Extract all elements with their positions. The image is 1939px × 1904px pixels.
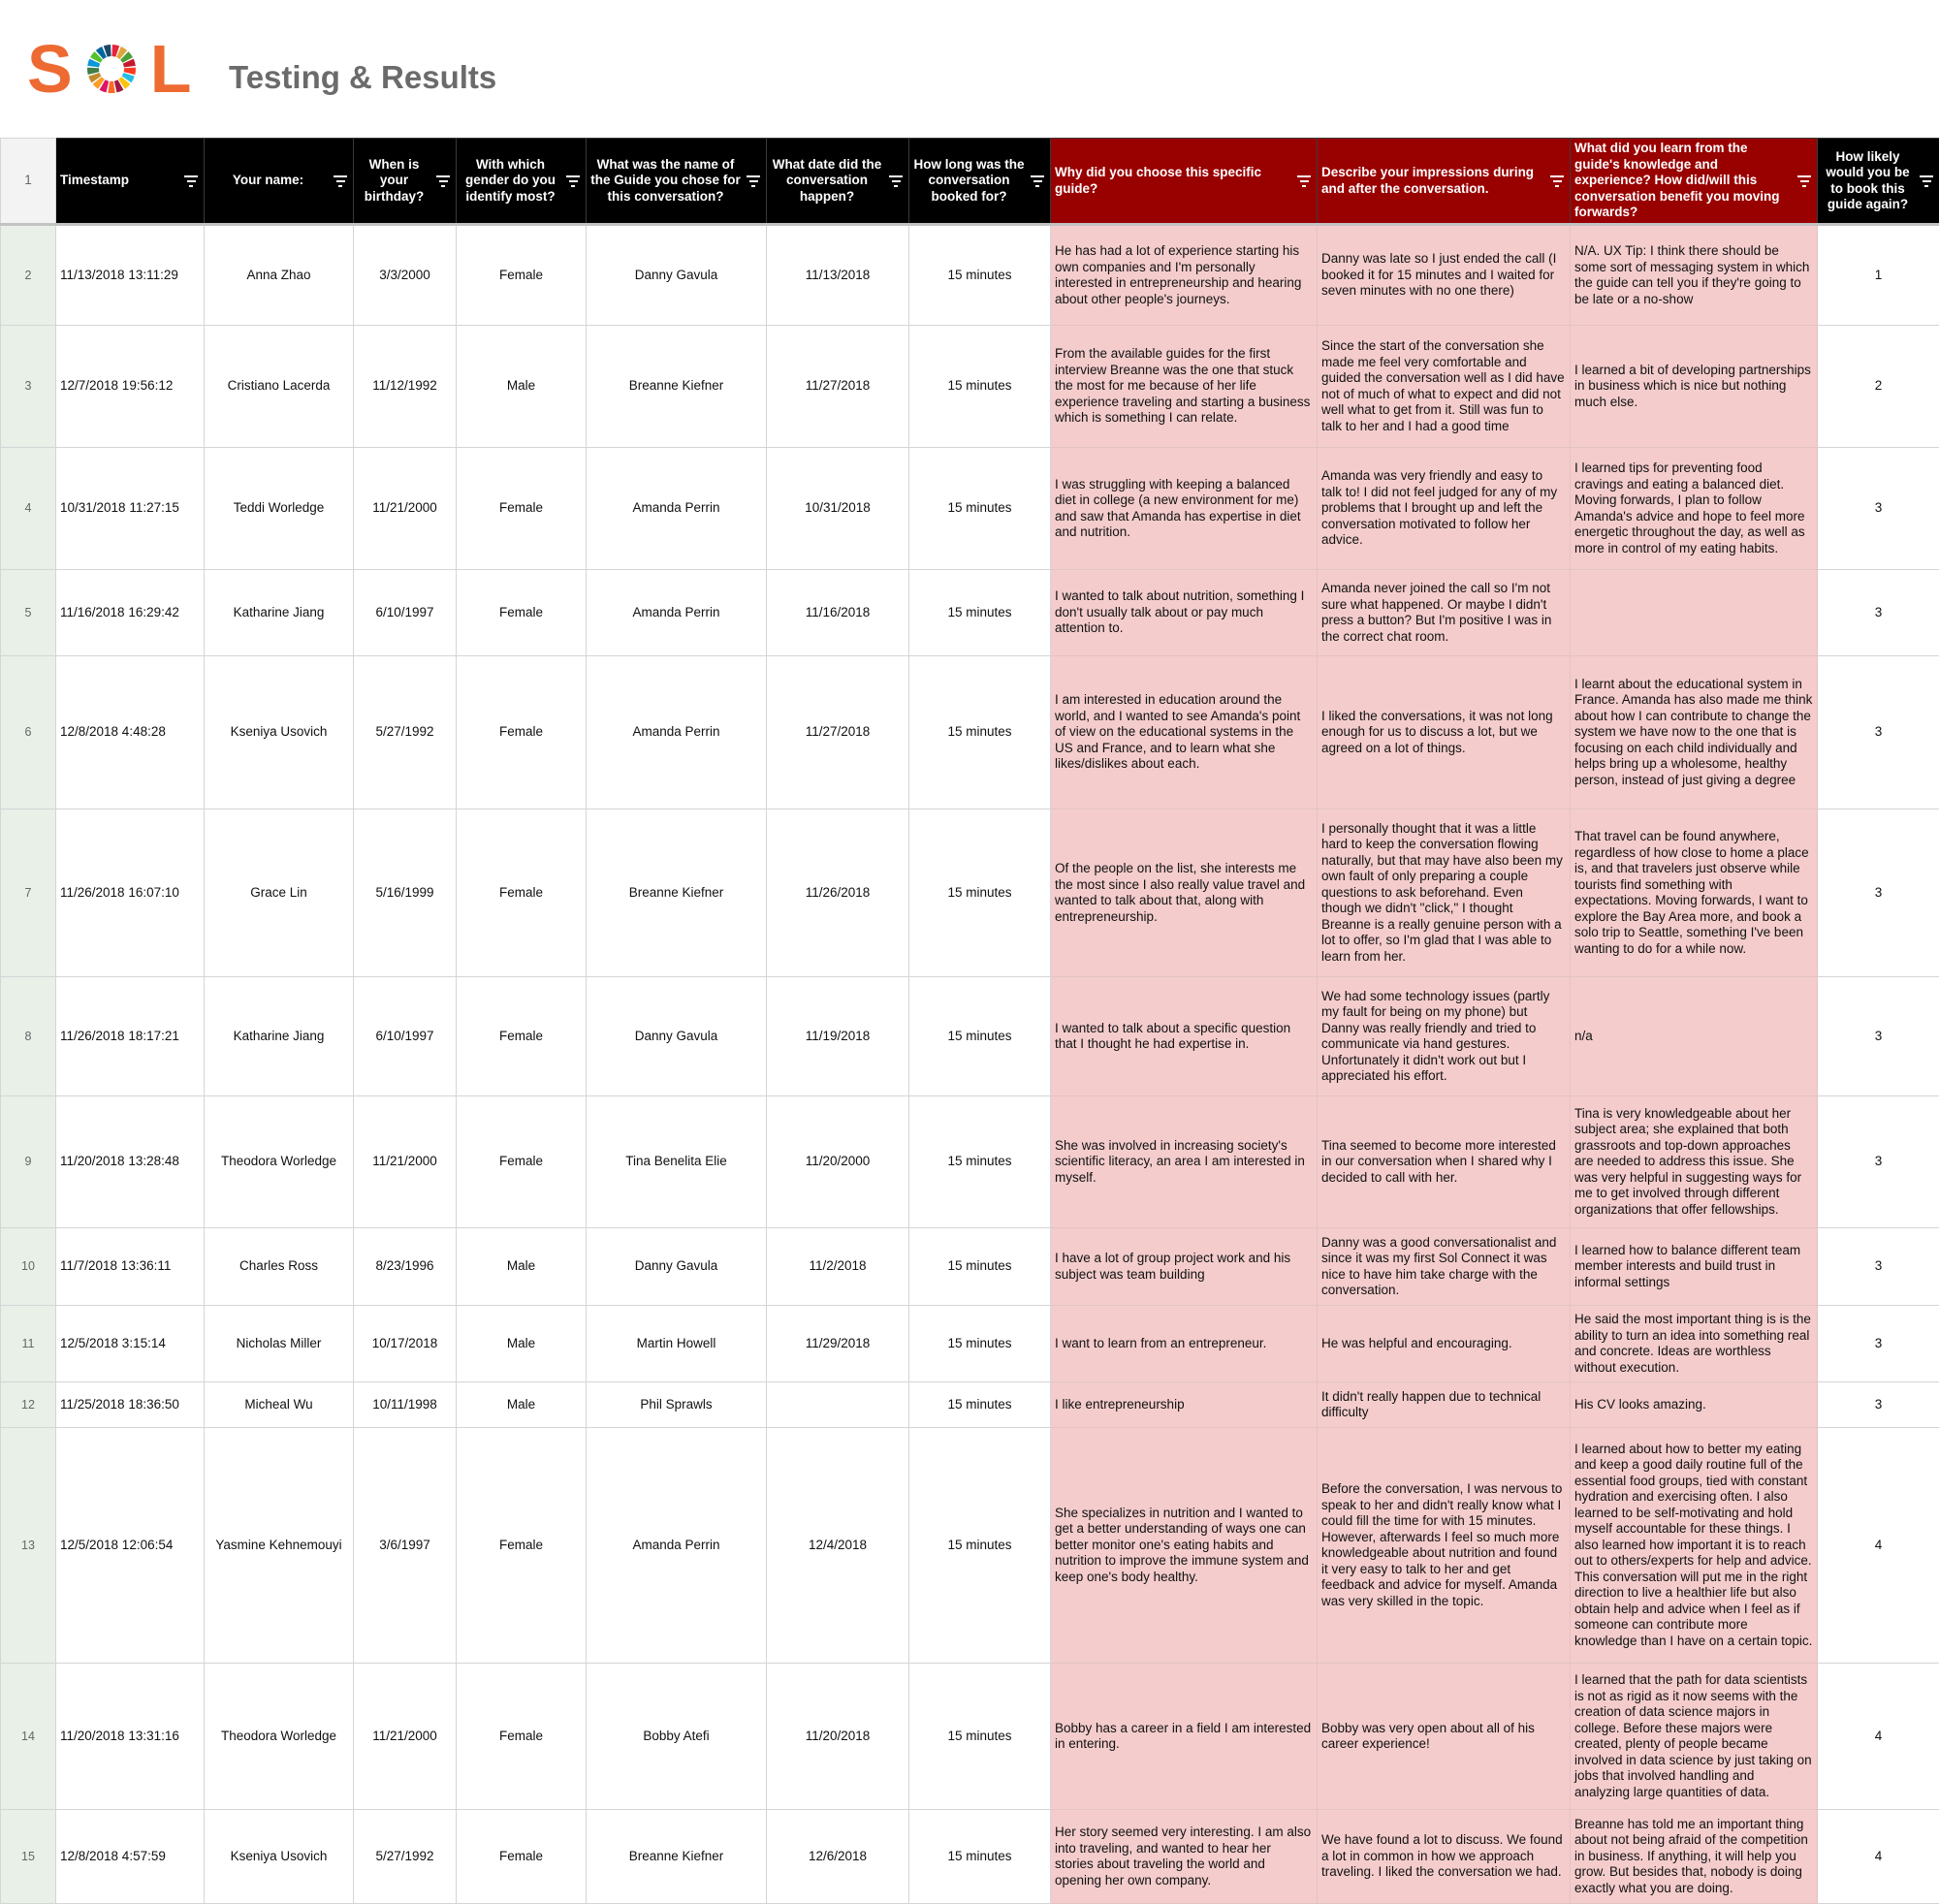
row-number[interactable]: 10 <box>1 1228 56 1306</box>
cell-birthday[interactable]: 5/27/1992 <box>354 1810 457 1904</box>
cell-birthday[interactable]: 5/27/1992 <box>354 656 457 809</box>
cell-learned[interactable]: His CV looks amazing. <box>1571 1382 1818 1428</box>
cell-impressions[interactable]: Danny was a good conversationalist and since it was my first Sol Connect it was nice to have him take charge with the conversation. <box>1318 1228 1571 1306</box>
table-row <box>1 326 1939 448</box>
cell-timestamp[interactable]: 10/31/2018 11:27:15 <box>56 448 205 570</box>
table-row <box>1 809 1939 977</box>
cell-likely[interactable]: 2 <box>1818 326 1939 448</box>
cell-timestamp[interactable]: 11/26/2018 18:17:21 <box>56 977 205 1096</box>
cell-likely[interactable]: 3 <box>1818 1382 1939 1428</box>
cell-timestamp[interactable]: 11/7/2018 13:36:11 <box>56 1228 205 1306</box>
cell-gender[interactable]: Female <box>457 1810 587 1904</box>
cell-date[interactable]: 11/27/2018 <box>767 326 909 448</box>
wheel-segment <box>108 81 114 93</box>
cell-learned[interactable]: I learned that the path for data scientists is not as rigid as it now seems with the creation of data science majors in college. Before these majors were created, plenty of people became involved in data science by just taking on jobs that involved handling and analyzing large quantities of data. <box>1571 1664 1818 1810</box>
cell-guide[interactable]: Amanda Perrin <box>587 656 767 809</box>
cell-length[interactable]: 15 minutes <box>909 809 1051 977</box>
cell-why[interactable]: I am interested in education around the world, and I wanted to see Amanda's point of view on the educational systems in the US and France, and to learn what she likes/dislikes about each. <box>1051 656 1318 809</box>
filter-icon[interactable] <box>1920 175 1933 187</box>
cell-length[interactable]: 15 minutes <box>909 1810 1051 1904</box>
cell-gender[interactable]: Female <box>457 570 587 656</box>
cell-length[interactable]: 15 minutes <box>909 326 1051 448</box>
table-row <box>1 1228 1939 1306</box>
cell-likely[interactable]: 3 <box>1818 1228 1939 1306</box>
cell-name[interactable]: Kseniya Usovich <box>205 1810 354 1904</box>
cell-likely[interactable]: 3 <box>1818 977 1939 1096</box>
cell-likely[interactable]: 4 <box>1818 1810 1939 1904</box>
cell-impressions[interactable]: Before the conversation, I was nervous to speak to her and didn't really know what I could fill the time for with 15 minutes. However, afterwards I feel so much more knowledgeable about nutrition and found it very easy to talk to her and get feedback and advice for myself. Amanda was very skilled in the topic. <box>1318 1428 1571 1664</box>
row-number[interactable]: 6 <box>1 656 56 809</box>
cell-learned[interactable] <box>1571 570 1818 656</box>
logo-letter-l: L <box>150 39 192 99</box>
cell-learned[interactable]: I learned a bit of developing partnerships in business which is nice but nothing much else. <box>1571 326 1818 448</box>
cell-why[interactable]: She was involved in increasing society's scientific literacy, an area I am interested in myself. <box>1051 1096 1318 1228</box>
filter-icon[interactable] <box>747 175 760 187</box>
cell-likely[interactable]: 3 <box>1818 809 1939 977</box>
table-row <box>1 1428 1939 1664</box>
cell-likely[interactable]: 4 <box>1818 1664 1939 1810</box>
cell-impressions[interactable]: We have found a lot to discuss. We found a lot in common in how we approach traveling. I liked the conversation we had. <box>1318 1810 1571 1904</box>
column-header-name[interactable]: Your name: <box>205 139 354 225</box>
cell-gender[interactable]: Female <box>457 448 587 570</box>
table-row <box>1 1810 1939 1904</box>
cell-why[interactable]: I have a lot of group project work and his subject was team building <box>1051 1228 1318 1306</box>
cell-guide[interactable]: Danny Gavula <box>587 977 767 1096</box>
sdg-wheel-icon <box>86 44 137 94</box>
cell-length[interactable]: 15 minutes <box>909 1664 1051 1810</box>
cell-name[interactable]: Theodora Worledge <box>205 1664 354 1810</box>
table-row <box>1 1306 1939 1382</box>
cell-birthday[interactable]: 11/21/2000 <box>354 1096 457 1228</box>
filter-icon[interactable] <box>1297 175 1311 187</box>
cell-date[interactable]: 11/27/2018 <box>767 656 909 809</box>
cell-likely[interactable]: 3 <box>1818 448 1939 570</box>
filter-icon[interactable] <box>889 175 903 187</box>
cell-date[interactable]: 11/29/2018 <box>767 1306 909 1382</box>
cell-birthday[interactable]: 5/16/1999 <box>354 809 457 977</box>
column-header-date[interactable]: What date did the conversation happen? <box>767 139 909 225</box>
cell-likely[interactable]: 1 <box>1818 225 1939 326</box>
cell-birthday[interactable]: 3/3/2000 <box>354 225 457 326</box>
logo-letter-s: S <box>27 39 73 99</box>
cell-name[interactable]: Grace Lin <box>205 809 354 977</box>
cell-learned[interactable]: Tina is very knowledgeable about her subject area; she explained that both grassroots and top-down approaches are needed to address this issue. She was very helpful in suggesting ways for me to get involved through different organizations that offer fellowships. <box>1571 1096 1818 1228</box>
cell-date[interactable]: 11/2/2018 <box>767 1228 909 1306</box>
cell-length[interactable]: 15 minutes <box>909 1228 1051 1306</box>
row-number[interactable]: 13 <box>1 1428 56 1664</box>
cell-name[interactable]: Yasmine Kehnemouyi <box>205 1428 354 1664</box>
cell-birthday[interactable]: 3/6/1997 <box>354 1428 457 1664</box>
cell-guide[interactable]: Tina Benelita Elie <box>587 1096 767 1228</box>
row-number[interactable]: 2 <box>1 225 56 326</box>
filter-icon[interactable] <box>334 175 347 187</box>
row-number[interactable]: 8 <box>1 977 56 1096</box>
cell-birthday[interactable]: 10/17/2018 <box>354 1306 457 1382</box>
cell-why[interactable]: I want to learn from an entrepreneur. <box>1051 1306 1318 1382</box>
table-row <box>1 570 1939 656</box>
cell-timestamp[interactable]: 12/5/2018 12:06:54 <box>56 1428 205 1664</box>
page-header <box>0 0 1939 138</box>
cell-guide[interactable]: Danny Gavula <box>587 225 767 326</box>
cell-name[interactable]: Teddi Worledge <box>205 448 354 570</box>
cell-learned[interactable]: I learned about how to better my eating and keep a good daily routine full of the essential food groups, tied with constant hydration and exercising often. I also learned to be self-motivating and hold myself accountable for these things. I also learned how important it is to reach out to others/experts for help and advice. This conversation will put me in the right direction to live a healthier life but also obtain help and advice when I feel as if someone can contribute more knowledge than I have on a certain topic. <box>1571 1428 1818 1664</box>
cell-birthday[interactable]: 11/21/2000 <box>354 448 457 570</box>
cell-length[interactable]: 15 minutes <box>909 570 1051 656</box>
cell-why[interactable]: I was struggling with keeping a balanced diet in college (a new environment for me) and saw that Amanda has expertise in diet and nutrition. <box>1051 448 1318 570</box>
cell-gender[interactable]: Male <box>457 326 587 448</box>
cell-timestamp[interactable]: 12/7/2018 19:56:12 <box>56 326 205 448</box>
cell-date[interactable]: 11/13/2018 <box>767 225 909 326</box>
row-number[interactable]: 9 <box>1 1096 56 1228</box>
cell-why[interactable]: Of the people on the list, she interests me the most since I also really value travel and wanted to talk about that, along with entrepreneurship. <box>1051 809 1318 977</box>
cell-name[interactable]: Cristiano Lacerda <box>205 326 354 448</box>
cell-why[interactable]: From the available guides for the first interview Breanne was the one that stuck the most for me because of her life experience traveling and starting a business which is something I can relate. <box>1051 326 1318 448</box>
cell-name[interactable]: Nicholas Miller <box>205 1306 354 1382</box>
table-row <box>1 977 1939 1096</box>
cell-gender[interactable]: Male <box>457 1228 587 1306</box>
cell-guide[interactable]: Breanne Kiefner <box>587 326 767 448</box>
row-number[interactable]: 5 <box>1 570 56 656</box>
cell-gender[interactable]: Female <box>457 1096 587 1228</box>
cell-guide[interactable]: Bobby Atefi <box>587 1664 767 1810</box>
cell-likely[interactable]: 3 <box>1818 570 1939 656</box>
cell-likely[interactable]: 3 <box>1818 1306 1939 1382</box>
table-row <box>1 225 1939 326</box>
column-header-why[interactable]: Why did you choose this specific guide? <box>1051 139 1318 225</box>
page-title: Testing & Results <box>229 58 496 97</box>
cell-impressions[interactable]: We had some technology issues (partly my fault for being on my phone) but Danny was really friendly and tried to communicate via hand gestures. Unfortunately it didn't work out but I appreciated his effort. <box>1318 977 1571 1096</box>
row-number[interactable]: 3 <box>1 326 56 448</box>
filter-icon[interactable] <box>1031 175 1044 187</box>
cell-date[interactable]: 11/26/2018 <box>767 809 909 977</box>
cell-date[interactable] <box>767 1382 909 1428</box>
cell-length[interactable]: 15 minutes <box>909 225 1051 326</box>
cell-impressions[interactable]: Since the start of the conversation she made me feel very comfortable and guided the conversation well as I did have not of much of what to expect and did not well what to get from it. Still was fun to talk to her and I had a good time <box>1318 326 1571 448</box>
cell-guide[interactable]: Breanne Kiefner <box>587 809 767 977</box>
cell-timestamp[interactable]: 11/13/2018 13:11:29 <box>56 225 205 326</box>
cell-timestamp[interactable]: 11/20/2018 13:28:48 <box>56 1096 205 1228</box>
cell-why[interactable]: Her story seemed very interesting. I am also into traveling, and wanted to hear her stories about traveling the world and opening her own company. <box>1051 1810 1318 1904</box>
column-header-guide[interactable]: What was the name of the Guide you chose for this conversation? <box>587 139 767 225</box>
cell-learned[interactable]: He said the most important thing is is the ability to turn an idea into something real and concrete. Ideas are worthless without execution. <box>1571 1306 1818 1382</box>
column-header-impressions[interactable]: Describe your impressions during and after the conversation. <box>1318 139 1571 225</box>
cell-gender[interactable]: Female <box>457 656 587 809</box>
cell-learned[interactable]: I learned tips for preventing food cravings and eating a balanced diet. Moving forwards, I plan to follow Amanda's advice and hope to feel more energetic throughout the day, as well as more in control of my eating habits. <box>1571 448 1818 570</box>
cell-guide[interactable]: Amanda Perrin <box>587 570 767 656</box>
column-header-timestamp[interactable]: Timestamp <box>56 139 205 225</box>
cell-date[interactable]: 11/19/2018 <box>767 977 909 1096</box>
cell-learned[interactable]: I learned how to balance different team member interests and build trust in informal settings <box>1571 1228 1818 1306</box>
results-table <box>0 138 1939 1904</box>
cell-name[interactable]: Theodora Worledge <box>205 1096 354 1228</box>
column-header-gender[interactable]: With which gender do you identify most? <box>457 139 587 225</box>
cell-timestamp[interactable]: 11/20/2018 13:31:16 <box>56 1664 205 1810</box>
cell-name[interactable]: Micheal Wu <box>205 1382 354 1428</box>
row-number[interactable]: 7 <box>1 809 56 977</box>
cell-name[interactable]: Katharine Jiang <box>205 570 354 656</box>
row-number[interactable]: 12 <box>1 1382 56 1428</box>
table-row <box>1 1664 1939 1810</box>
cell-gender[interactable]: Male <box>457 1382 587 1428</box>
cell-guide[interactable]: Amanda Perrin <box>587 448 767 570</box>
cell-guide[interactable]: Amanda Perrin <box>587 1428 767 1664</box>
cell-guide[interactable]: Danny Gavula <box>587 1228 767 1306</box>
cell-length[interactable]: 15 minutes <box>909 1306 1051 1382</box>
cell-timestamp[interactable]: 12/5/2018 3:15:14 <box>56 1306 205 1382</box>
cell-length[interactable]: 15 minutes <box>909 448 1051 570</box>
row-number[interactable]: 11 <box>1 1306 56 1382</box>
cell-name[interactable]: Katharine Jiang <box>205 977 354 1096</box>
header-row <box>1 139 1939 225</box>
cell-name[interactable]: Anna Zhao <box>205 225 354 326</box>
filter-icon[interactable] <box>1797 175 1811 187</box>
cell-date[interactable]: 11/16/2018 <box>767 570 909 656</box>
cell-birthday[interactable]: 11/21/2000 <box>354 1664 457 1810</box>
cell-length[interactable]: 15 minutes <box>909 1428 1051 1664</box>
row-number[interactable]: 15 <box>1 1810 56 1904</box>
cell-impressions[interactable]: Amanda never joined the call so I'm not sure what happened. Or maybe I didn't press a button? But I'm positive I was in the correct chat room. <box>1318 570 1571 656</box>
cell-impressions[interactable]: He was helpful and encouraging. <box>1318 1306 1571 1382</box>
cell-why[interactable]: I wanted to talk about a specific question that I thought he had expertise in. <box>1051 977 1318 1096</box>
row-number[interactable]: 4 <box>1 448 56 570</box>
table-row <box>1 1382 1939 1428</box>
table-row <box>1 448 1939 570</box>
filter-icon[interactable] <box>1550 175 1564 187</box>
cell-why[interactable]: I wanted to talk about nutrition, something I don't usually talk about or pay much attention to. <box>1051 570 1318 656</box>
row-number[interactable]: 14 <box>1 1664 56 1810</box>
cell-likely[interactable]: 3 <box>1818 1096 1939 1228</box>
table-row <box>1 1096 1939 1228</box>
cell-gender[interactable]: Female <box>457 1664 587 1810</box>
cell-learned[interactable]: N/A. UX Tip: I think there should be some sort of messaging system in which the guide can tell you if they're going to be late or a no-show <box>1571 225 1818 326</box>
cell-date[interactable]: 10/31/2018 <box>767 448 909 570</box>
cell-gender[interactable]: Female <box>457 1428 587 1664</box>
cell-learned[interactable]: n/a <box>1571 977 1818 1096</box>
cell-date[interactable]: 11/20/2018 <box>767 1664 909 1810</box>
cell-gender[interactable]: Female <box>457 225 587 326</box>
column-header-learned[interactable]: What did you learn from the guide's knowledge and experience? How did/will this conversation benefit you moving forwards? <box>1571 139 1818 225</box>
cell-why[interactable]: Bobby has a career in a field I am interested in entering. <box>1051 1664 1318 1810</box>
filter-icon[interactable] <box>184 175 198 187</box>
cell-timestamp[interactable]: 11/26/2018 16:07:10 <box>56 809 205 977</box>
cell-length[interactable]: 15 minutes <box>909 1382 1051 1428</box>
cell-birthday[interactable]: 10/11/1998 <box>354 1382 457 1428</box>
cell-guide[interactable]: Martin Howell <box>587 1306 767 1382</box>
cell-timestamp[interactable]: 11/16/2018 16:29:42 <box>56 570 205 656</box>
cell-length[interactable]: 15 minutes <box>909 1096 1051 1228</box>
cell-why[interactable]: I like entrepreneurship <box>1051 1382 1318 1428</box>
cell-impressions[interactable]: It didn't really happen due to technical difficulty <box>1318 1382 1571 1428</box>
cell-learned[interactable]: Breanne has told me an important thing about not being afraid of the competition in business. If anything, it will help you grow. But besides that, nobody is doing exactly what you are doing. <box>1571 1810 1818 1904</box>
filter-icon[interactable] <box>566 175 580 187</box>
cell-birthday[interactable]: 8/23/1996 <box>354 1228 457 1306</box>
cell-birthday[interactable]: 6/10/1997 <box>354 570 457 656</box>
cell-gender[interactable]: Male <box>457 1306 587 1382</box>
cell-name[interactable]: Kseniya Usovich <box>205 656 354 809</box>
cell-name[interactable]: Charles Ross <box>205 1228 354 1306</box>
cell-date[interactable]: 12/6/2018 <box>767 1810 909 1904</box>
cell-impressions[interactable]: Amanda was very friendly and easy to talk to! I did not feel judged for any of my problems that I brought up and left the conversation motivated to follow her advice. <box>1318 448 1571 570</box>
column-header-birthday[interactable]: When is your birthday? <box>354 139 457 225</box>
column-header-likely[interactable]: How likely would you be to book this guide again? <box>1818 139 1939 225</box>
cell-date[interactable]: 11/20/2000 <box>767 1096 909 1228</box>
cell-timestamp[interactable]: 12/8/2018 4:57:59 <box>56 1810 205 1904</box>
cell-impressions[interactable]: Bobby was very open about all of his career experience! <box>1318 1664 1571 1810</box>
cell-why[interactable]: She specializes in nutrition and I wanted to get a better understanding of ways one can better monitor one's eating habits and nutrition to improve the immune system and keep one's body healthy. <box>1051 1428 1318 1664</box>
cell-learned[interactable]: I learnt about the educational system in France. Amanda has also made me think about how I can contribute to change the system we have now to the one that is focusing on each child individually and helps bring up a wholesome, healthy person, instead of just giving a degree <box>1571 656 1818 809</box>
cell-impressions[interactable]: Tina seemed to become more interested in our conversation when I shared why I decided to call with her. <box>1318 1096 1571 1228</box>
cell-guide[interactable]: Phil Sprawls <box>587 1382 767 1428</box>
cell-birthday[interactable]: 11/12/1992 <box>354 326 457 448</box>
cell-impressions[interactable]: I liked the conversations, it was not long enough for us to discuss a lot, but we agreed on a lot of things. <box>1318 656 1571 809</box>
cell-gender[interactable]: Female <box>457 809 587 977</box>
cell-date[interactable]: 12/4/2018 <box>767 1428 909 1664</box>
table-row <box>1 656 1939 809</box>
cell-timestamp[interactable]: 12/8/2018 4:48:28 <box>56 656 205 809</box>
cell-timestamp[interactable]: 11/25/2018 18:36:50 <box>56 1382 205 1428</box>
sol-logo <box>27 39 191 99</box>
cell-guide[interactable]: Breanne Kiefner <box>587 1810 767 1904</box>
cell-length[interactable]: 15 minutes <box>909 977 1051 1096</box>
row-number-header: 1 <box>1 139 56 225</box>
cell-birthday[interactable]: 6/10/1997 <box>354 977 457 1096</box>
cell-impressions[interactable]: I personally thought that it was a little hard to keep the conversation flowing naturally, but that may have also been my own fault of only preparing a couple questions to ask beforehand. Even though we didn't "click," I thought Breanne is a really genuine person with a lot to offer, so I'm glad that I was able to learn from her. <box>1318 809 1571 977</box>
cell-why[interactable]: He has had a lot of experience starting his own companies and I'm personally interested in entrepreneurship and hearing about other people's journeys. <box>1051 225 1318 326</box>
cell-likely[interactable]: 4 <box>1818 1428 1939 1664</box>
cell-length[interactable]: 15 minutes <box>909 656 1051 809</box>
cell-likely[interactable]: 3 <box>1818 656 1939 809</box>
cell-impressions[interactable]: Danny was late so I just ended the call (I booked it for 15 minutes and I waited for seven minutes with no one there) <box>1318 225 1571 326</box>
cell-learned[interactable]: That travel can be found anywhere, regardless of how close to home a place is, and that travelers just observe while tourists find something with expectations. Moving forwards, I want to explore the Bay Area more, and book a solo trip to Seattle, something I've been wanting to do for a while now. <box>1571 809 1818 977</box>
filter-icon[interactable] <box>436 175 450 187</box>
column-header-length[interactable]: How long was the conversation booked for? <box>909 139 1051 225</box>
cell-gender[interactable]: Female <box>457 977 587 1096</box>
